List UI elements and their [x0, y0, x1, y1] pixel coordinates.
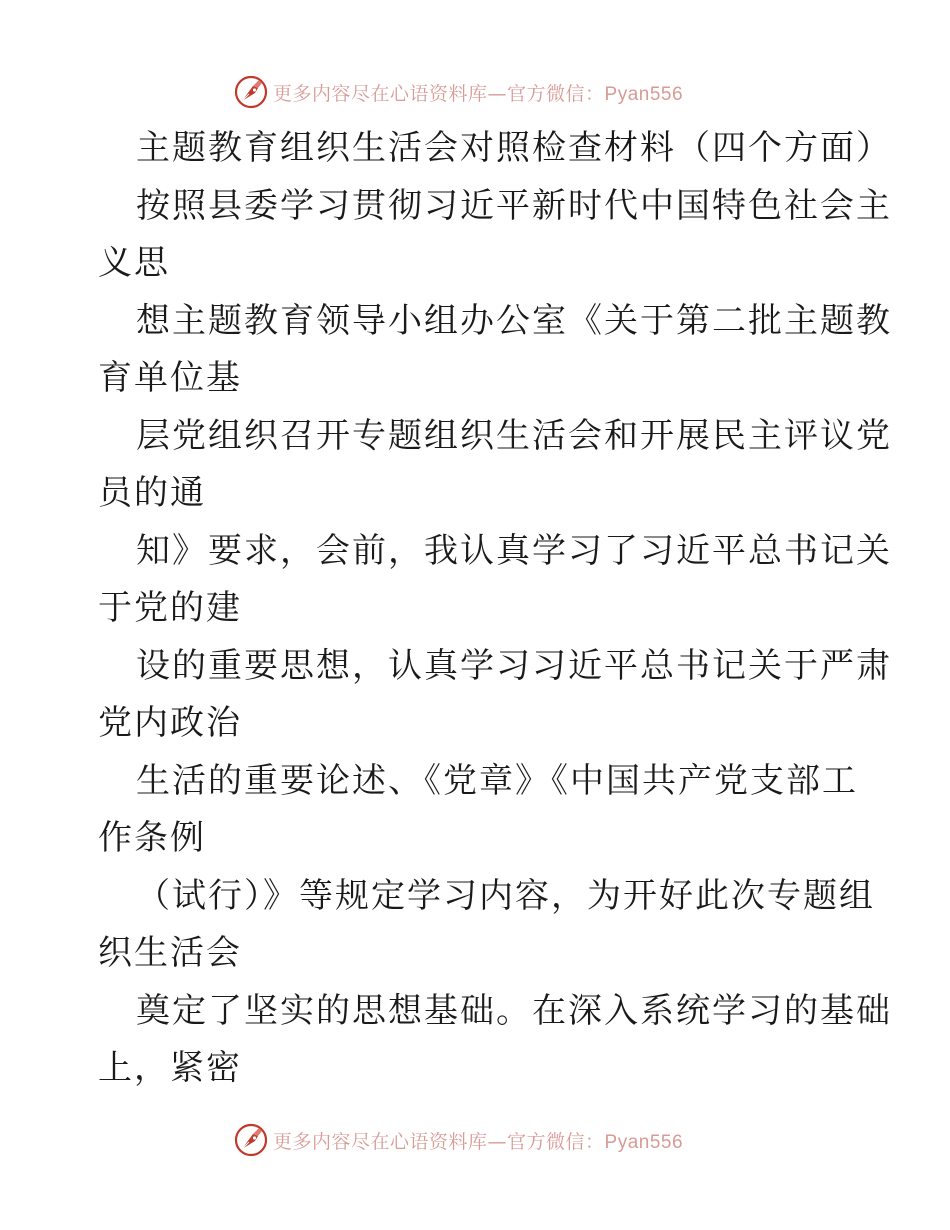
paragraph-line: 层党组织召开专题组织生活会和开展民主评议党	[136, 415, 892, 456]
paragraph-line: 党内政治	[98, 703, 242, 743]
footer-watermark	[233, 1120, 683, 1160]
paragraph-line: 员的通	[98, 473, 206, 513]
paragraph-line: 生活的重要论述、《党章》《中国共产党支部工	[136, 760, 858, 801]
paragraph-line: 育单位基	[98, 358, 242, 398]
document-title-line: 主题教育组织生活会对照检查材料（四个方面）	[136, 128, 892, 168]
paragraph-line: 想主题教育领导小组办公室《关于第二批主题教	[136, 300, 892, 341]
document-body	[98, 120, 892, 1098]
paragraph-line: 织生活会	[98, 933, 242, 973]
watermark-wechat-id: Pyan556	[604, 1131, 684, 1153]
paragraph-line: 知》要求，会前，我认真学习了习近平总书记关	[136, 530, 892, 571]
watermark-label: 更多内容尽在心语资料库—官方微信：	[273, 82, 605, 105]
watermark-text	[273, 1127, 683, 1154]
fountain-pen-nib-logo	[233, 1122, 269, 1158]
paragraph-line: 设的重要思想，认真学习习近平总书记关于严肃	[136, 645, 892, 686]
paragraph-line: 上，紧密	[98, 1048, 242, 1088]
header-watermark	[233, 72, 683, 112]
paragraph-line: 奠定了坚实的思想基础。在深入系统学习的基础	[136, 990, 892, 1031]
watermark-wechat-id: Pyan556	[604, 83, 684, 105]
paragraph-line: （试行）》等规定学习内容，为开好此次专题组	[136, 875, 875, 916]
watermark-label: 更多内容尽在心语资料库—官方微信：	[273, 1130, 605, 1153]
paragraph-line: 义思	[98, 243, 170, 283]
watermark-text	[273, 79, 683, 106]
paragraph-line: 于党的建	[98, 588, 242, 628]
paragraph-line: 按照县委学习贯彻习近平新时代中国特色社会主	[136, 185, 892, 226]
fountain-pen-nib-logo	[233, 74, 269, 110]
paragraph-line: 作条例	[98, 818, 206, 858]
